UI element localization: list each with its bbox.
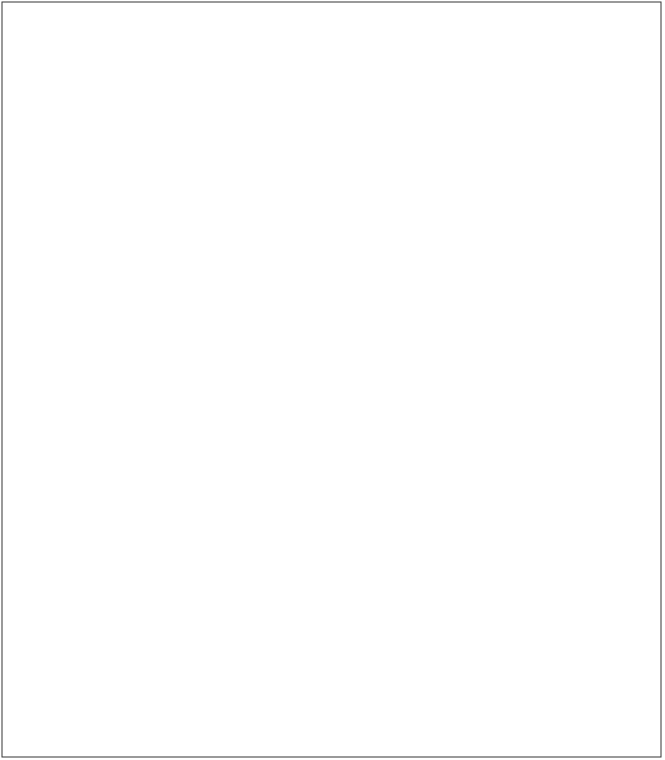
page-border [2,2,661,757]
